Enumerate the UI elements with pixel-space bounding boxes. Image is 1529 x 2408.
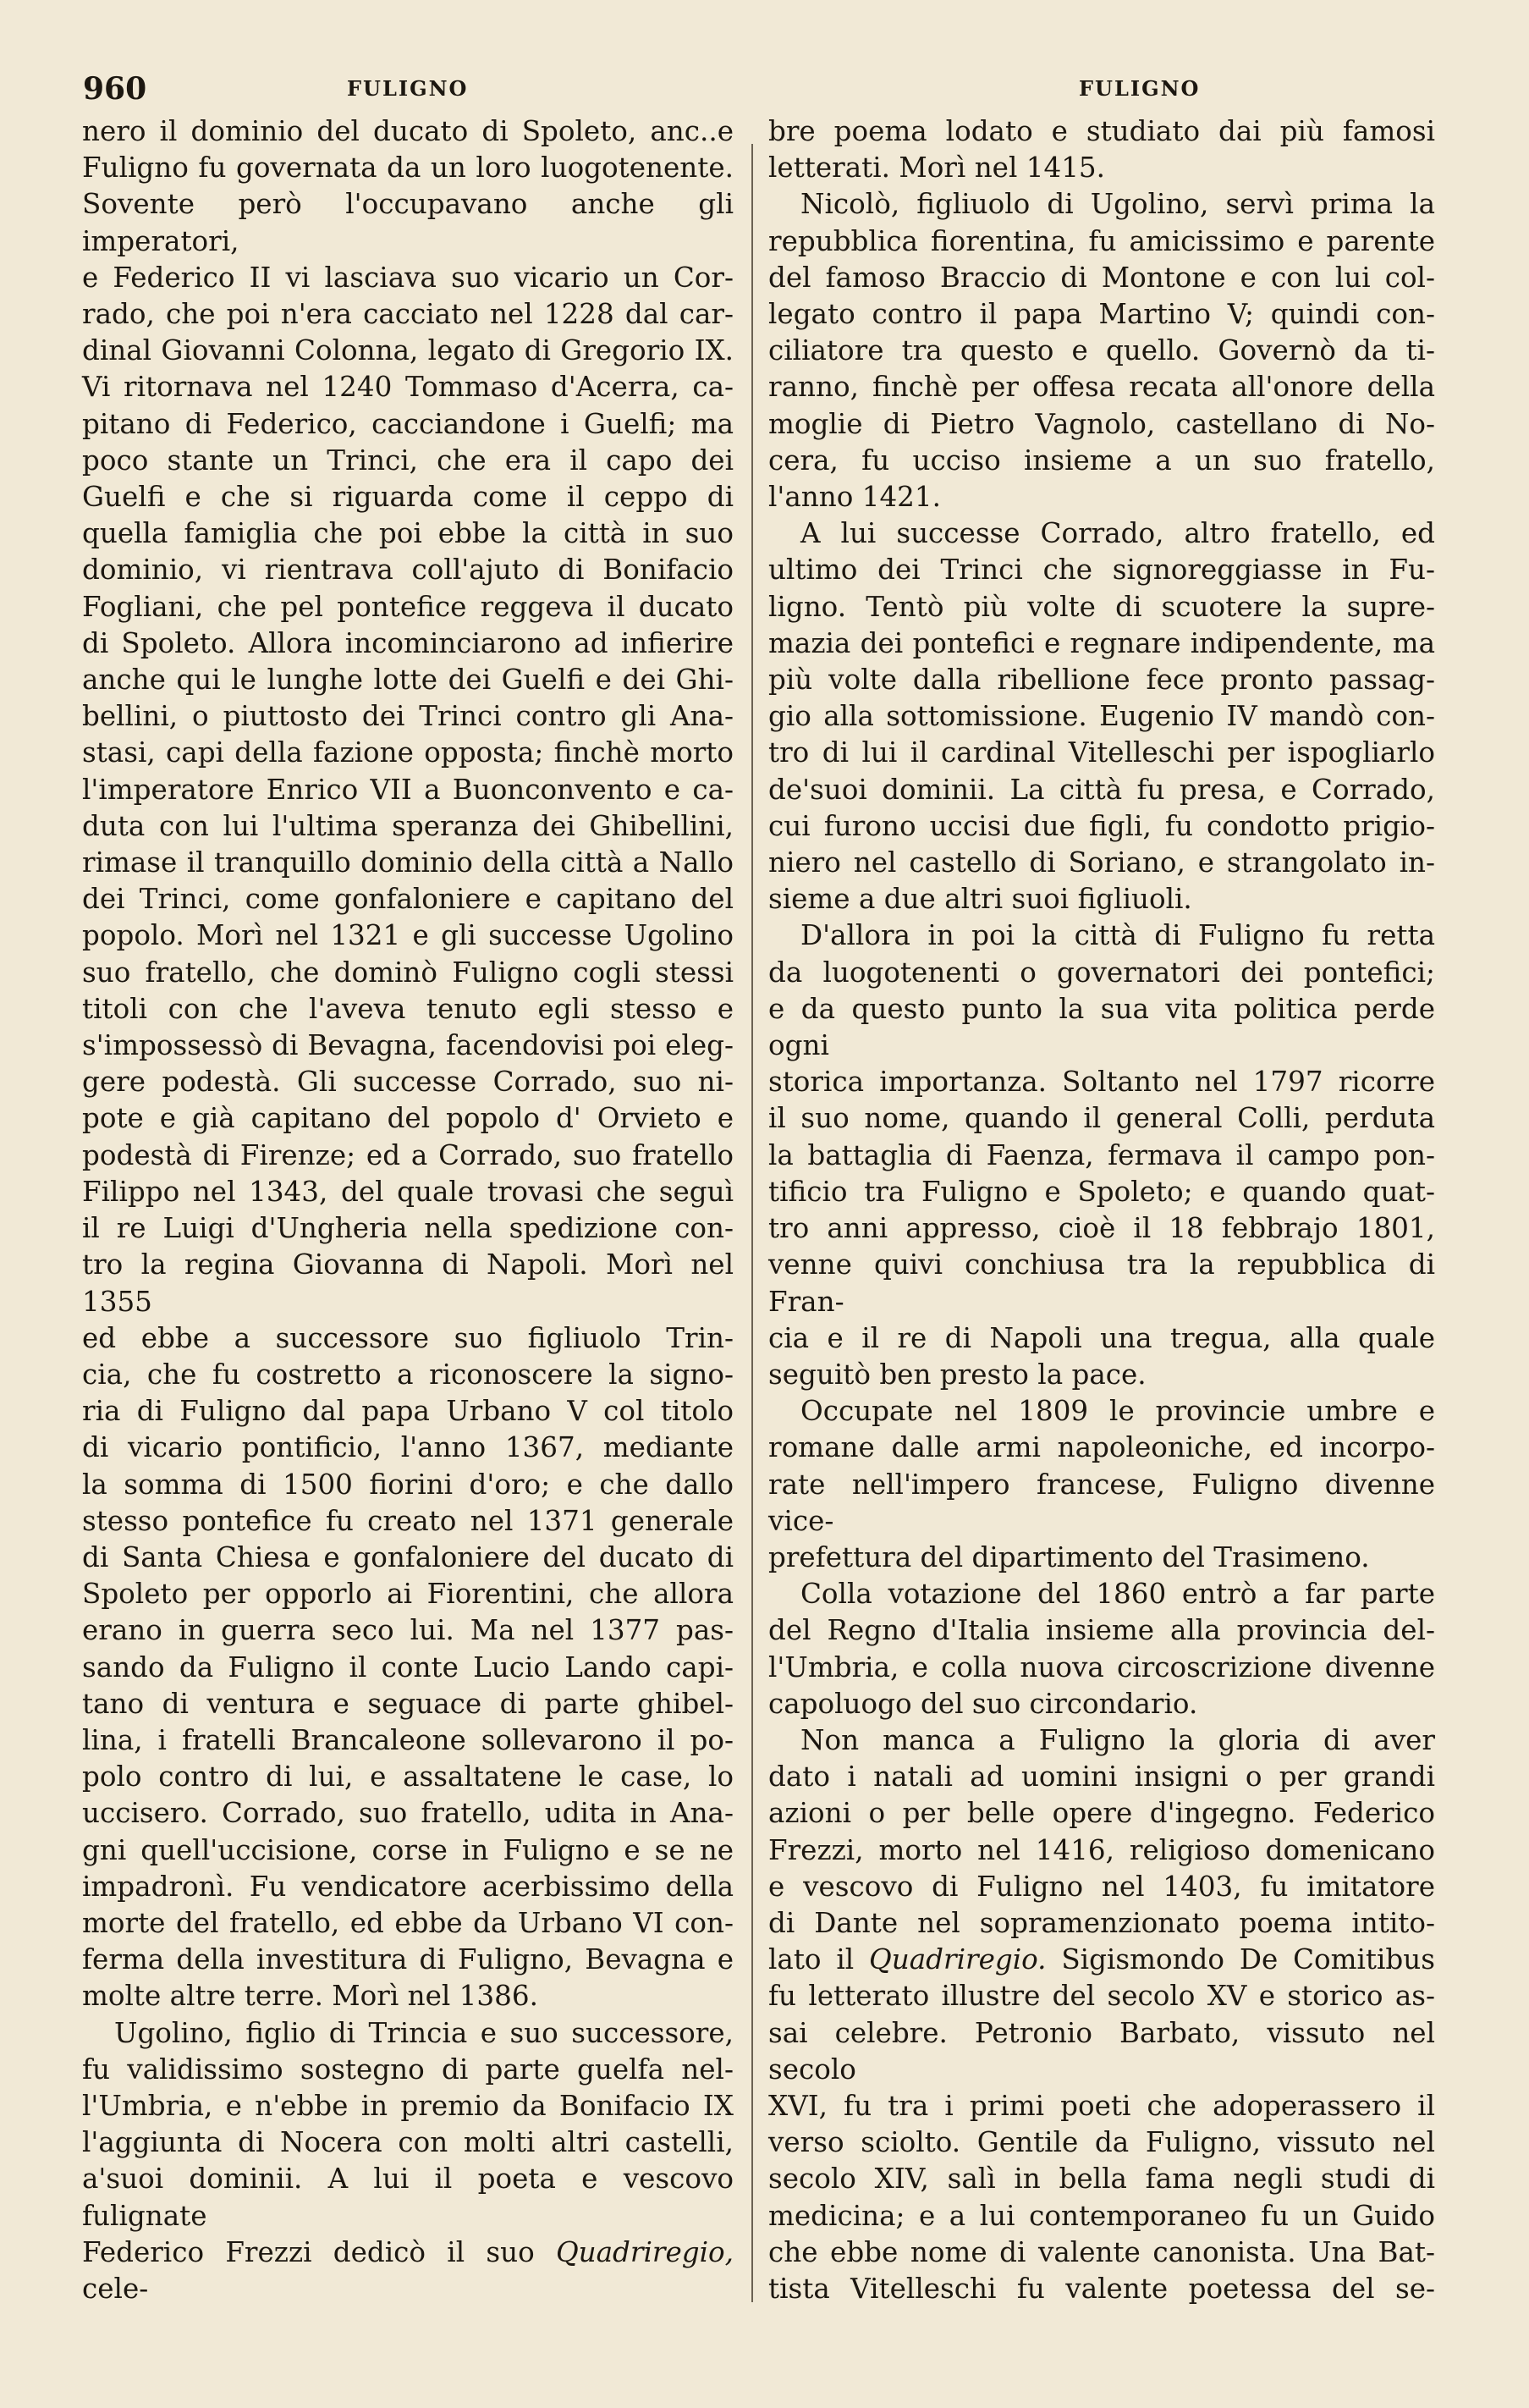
- text-line: stesso pontefice fu creato nel 1371 generale: [82, 1504, 734, 1537]
- text-line: cia e il re di Napoli una tregua, alla quale: [768, 1321, 1435, 1354]
- text-line: e da questo punto la sua vita politica perde ogni: [768, 992, 1435, 1062]
- text-line: letterati. Morì nel 1415.: [768, 152, 1106, 185]
- text-line: del famoso Braccio di Montone e con lui col-: [768, 261, 1435, 294]
- text-line: tificio tra Fuligno e Spoleto; e quando quat-: [768, 1175, 1435, 1208]
- text-line: tro la regina Giovanna di Napoli. Morì nel 1355: [82, 1248, 734, 1318]
- text-line: capoluogo del suo circondario.: [768, 1687, 1198, 1720]
- text-line: venne quivi conchiusa tra la repubblica di Fran-: [768, 1248, 1435, 1318]
- text-line: podestà di Firenze; ed a Corrado, suo fratello: [82, 1138, 734, 1171]
- text-line: anche qui le lunghe lotte dei Guelfi e dei Ghi-: [82, 664, 734, 697]
- text-line: legato contro il papa Martino V; quindi con-: [768, 298, 1435, 331]
- text-line: sai celebre. Petronio Barbato, vissuto nel secolo: [768, 2016, 1435, 2086]
- text-line: mazia dei pontefici e regnare indipendente, ma: [768, 626, 1435, 659]
- text-line: sando da Fuligno il conte Lucio Lando capi-: [82, 1650, 734, 1683]
- text-segment: lato il: [768, 1943, 870, 1976]
- text-line: Filippo nel 1343, del quale trovasi che seguì: [82, 1175, 734, 1208]
- text-line: la battaglia di Faenza, fermava il campo pon-: [768, 1138, 1435, 1171]
- text-line: dei Trinci, come gonfaloniere e capitano del: [82, 883, 734, 916]
- text-line: Ugolino, figlio di Trincia e suo successore,: [114, 2016, 734, 2049]
- text-line: Occupate nel 1809 le provincie umbre e: [800, 1395, 1435, 1428]
- text-line: ligno. Tentò più volte di scuotere la supre-: [768, 590, 1435, 623]
- text-line: medicina; e a lui contemporaneo fu un Guido: [768, 2199, 1435, 2232]
- text-line: verso sciolto. Gentile da Fuligno, vissuto nel: [768, 2126, 1435, 2159]
- text-line: secolo XIV, salì in bella fama negli studi di: [768, 2163, 1435, 2196]
- text-line: tro di lui il cardinal Vitelleschi per ispogliarlo: [768, 736, 1435, 769]
- text-line: da luogotenenti o governatori dei pontefici;: [768, 956, 1435, 989]
- text-line: s'impossessò di Bevagna, facendovisi poi eleg-: [82, 1029, 734, 1062]
- text-line: dinal Giovanni Colonna, legato di Gregorio IX.: [82, 334, 734, 367]
- page-number: 960: [83, 71, 147, 107]
- left-column: [82, 113, 734, 2307]
- text-line: Fogliani, che pel pontefice reggeva il ducato: [82, 590, 734, 623]
- text-line: ed ebbe a successore suo figliuolo Trin-: [82, 1321, 734, 1354]
- text-line: dato i natali ad uomini insigni o per grandi: [768, 1761, 1435, 1794]
- text-line: Colla votazione del 1860 entrò a far parte: [800, 1578, 1435, 1611]
- text-line: tista Vitelleschi fu valente poetessa del se-: [768, 2272, 1435, 2305]
- text-line: ferma della investitura di Fuligno, Bevagna e: [82, 1943, 734, 1976]
- text-line: l'imperatore Enrico VII a Buonconvento e ca-: [82, 773, 734, 806]
- text-line: l'anno 1421.: [768, 481, 941, 514]
- text-line: impadronì. Fu vendicatore acerbissimo della: [82, 1870, 734, 1903]
- text-line: gni quell'uccisione, corse in Fuligno e se ne: [82, 1833, 734, 1866]
- text-line: di vicario pontificio, l'anno 1367, mediante: [82, 1431, 734, 1464]
- left-running-title: FULIGNO: [347, 76, 469, 101]
- text-line: storica importanza. Soltanto nel 1797 ricorre: [768, 1066, 1435, 1099]
- italic-title: Quadriregio.: [869, 1943, 1047, 1976]
- right-column: [768, 113, 1435, 2307]
- text-line: l'aggiunta di Nocera con molti altri castelli,: [82, 2126, 734, 2159]
- text-line: fu validissimo sostegno di parte guelfa nel-: [82, 2053, 734, 2086]
- italic-title: Quadriregio,: [555, 2235, 734, 2268]
- text-line: Non manca a Fuligno la gloria di aver: [800, 1723, 1435, 1756]
- text-line: azioni o per belle opere d'ingegno. Federico: [768, 1797, 1435, 1830]
- text-line: Vi ritornava nel 1240 Tommaso d'Acerra, ca-: [82, 371, 734, 404]
- running-header: [0, 71, 1529, 113]
- text-line: Sovente però l'occupavano anche gli imperatori,: [82, 188, 734, 257]
- text-segment: Federico Frezzi dedicò il suo: [82, 2235, 556, 2268]
- text-line: titoli con che l'aveva tenuto egli stesso e: [82, 992, 734, 1025]
- text-line: Nicolò, figliuolo di Ugolino, servì prima la: [800, 188, 1435, 221]
- text-line: A lui successe Corrado, altro fratello, ed: [800, 517, 1435, 550]
- text-line: ria di Fuligno dal papa Urbano V col titolo: [82, 1395, 734, 1428]
- text-line: nero il dominio del ducato di Spoleto, anc..e: [82, 115, 734, 147]
- text-line: la somma di 1500 fiorini d'oro; e che dallo: [82, 1468, 734, 1501]
- text-line: l'Umbria, e n'ebbe in premio da Bonifacio IX: [82, 2089, 734, 2122]
- text-line: l'Umbria, e colla nuova circoscrizione divenne: [768, 1650, 1435, 1683]
- text-line: ranno, finchè per offesa recata all'onore della: [768, 371, 1435, 404]
- text-line: erano in guerra seco lui. Ma nel 1377 pas-: [82, 1614, 734, 1647]
- text-line: e Federico II vi lasciava suo vicario un Cor-: [82, 261, 734, 294]
- text-line: lina, i fratelli Brancaleone sollevarono il po-: [82, 1723, 734, 1756]
- text-line: seguitò ben presto la pace.: [768, 1358, 1147, 1391]
- text-line: rado, che poi n'era cacciato nel 1228 dal car-: [82, 298, 734, 331]
- text-line: stasi, capi della fazione opposta; finchè morto: [82, 736, 734, 769]
- text-segment: cele-: [82, 2272, 149, 2305]
- text-line: quella famiglia che poi ebbe la città in suo: [82, 517, 734, 550]
- text-line: dominio, vi rientrava coll'ajuto di Bonifacio: [82, 554, 734, 587]
- text-line: di Spoleto. Allora incominciarono ad infierire: [82, 626, 734, 659]
- text-line: gere podestà. Gli successe Corrado, suo ni-: [82, 1066, 734, 1099]
- text-line: bre poema lodato e studiato dai più famosi: [768, 115, 1435, 147]
- text-line: tro anni appresso, cioè il 18 febbrajo 1801,: [768, 1212, 1435, 1245]
- text-line: tano di ventura e seguace di parte ghibel-: [82, 1687, 734, 1720]
- text-line: ultimo dei Trinci che signoreggiasse in Fu-: [768, 554, 1435, 587]
- text-line: di Dante nel sopramenzionato poema intito-: [768, 1906, 1435, 1939]
- text-line: D'allora in poi la città di Fuligno fu retta: [800, 919, 1435, 952]
- text-line: cera, fu ucciso insieme a un suo fratello,: [768, 444, 1435, 477]
- right-running-title: FULIGNO: [1079, 76, 1201, 101]
- text-line: ciliatore tra questo e quello. Governò da ti-: [768, 334, 1435, 367]
- text-line: prefettura del dipartimento del Trasimeno.: [768, 1540, 1370, 1573]
- text-line: a'suoi dominii. A lui il poeta e vescovo fulignate: [82, 2163, 734, 2232]
- text-line: [768, 1942, 1435, 1978]
- text-line: e vescovo di Fuligno nel 1403, fu imitatore: [768, 1870, 1435, 1903]
- text-line: Frezzi, morto nel 1416, religioso domenicano: [768, 1833, 1435, 1866]
- text-line: il re Luigi d'Ungheria nella spedizione con-: [82, 1212, 734, 1245]
- text-line: [82, 2234, 734, 2307]
- text-line: sieme a due altri suoi figliuoli.: [768, 883, 1192, 916]
- text-line: di Santa Chiesa e gonfaloniere del ducato di: [82, 1540, 734, 1573]
- text-line: suo fratello, che dominò Fuligno cogli stessi: [82, 956, 734, 989]
- text-line: rimase il tranquillo dominio della città a Nallo: [82, 846, 734, 879]
- text-line: poco stante un Trinci, che era il capo dei: [82, 444, 734, 477]
- text-line: gio alla sottomissione. Eugenio IV mandò con-: [768, 700, 1435, 733]
- column-divider: [751, 144, 753, 2302]
- text-line: che ebbe nome di valente canonista. Una Bat-: [768, 2235, 1435, 2268]
- text-line: moglie di Pietro Vagnolo, castellano di No-: [768, 407, 1435, 440]
- text-line: il suo nome, quando il general Colli, perduta: [768, 1102, 1435, 1135]
- text-line: duta con lui l'ultima speranza dei Ghibellini,: [82, 809, 734, 842]
- text-line: del Regno d'Italia insieme alla provincia del-: [768, 1614, 1435, 1647]
- text-line: Fuligno fu governata da un loro luogotenente.: [82, 152, 734, 185]
- text-line: bellini, o piuttosto dei Trinci contro gli Ana-: [82, 700, 734, 733]
- text-line: romane dalle armi napoleoniche, ed incorpo-: [768, 1431, 1435, 1464]
- text-segment: Sigismondo De Comitibus: [1046, 1943, 1435, 1976]
- text-line: pitano di Federico, cacciandone i Guelfi; ma: [82, 407, 734, 440]
- text-line: pote e già capitano del popolo d' Orvieto e: [82, 1102, 734, 1135]
- text-line: Spoleto per opporlo ai Fiorentini, che allora: [82, 1578, 734, 1611]
- text-line: molte altre terre. Morì nel 1386.: [82, 1980, 538, 2013]
- text-line: polo contro di lui, e assaltatene le case, lo: [82, 1761, 734, 1794]
- text-line: fu letterato illustre del secolo XV e storico as-: [768, 1980, 1435, 2013]
- text-line: cia, che fu costretto a riconoscere la signo-: [82, 1358, 734, 1391]
- text-line: XVI, fu tra i primi poeti che adoperassero il: [768, 2089, 1435, 2122]
- text-line: de'suoi dominii. La città fu presa, e Corrado,: [768, 773, 1435, 806]
- text-line: niero nel castello di Soriano, e strangolato in-: [768, 846, 1435, 879]
- text-line: popolo. Morì nel 1321 e gli successe Ugolino: [82, 919, 734, 952]
- text-line: uccisero. Corrado, suo fratello, udita in Ana-: [82, 1797, 734, 1830]
- text-line: rate nell'impero francese, Fuligno divenne vice-: [768, 1468, 1435, 1537]
- text-line: più volte dalla ribellione fece pronto passag-: [768, 664, 1435, 697]
- text-line: Guelfi e che si riguarda come il ceppo di: [82, 481, 734, 514]
- text-line: repubblica fiorentina, fu amicissimo e parente: [768, 224, 1435, 257]
- text-line: morte del fratello, ed ebbe da Urbano VI con-: [82, 1906, 734, 1939]
- text-line: cui furono uccisi due figli, fu condotto prigio-: [768, 809, 1435, 842]
